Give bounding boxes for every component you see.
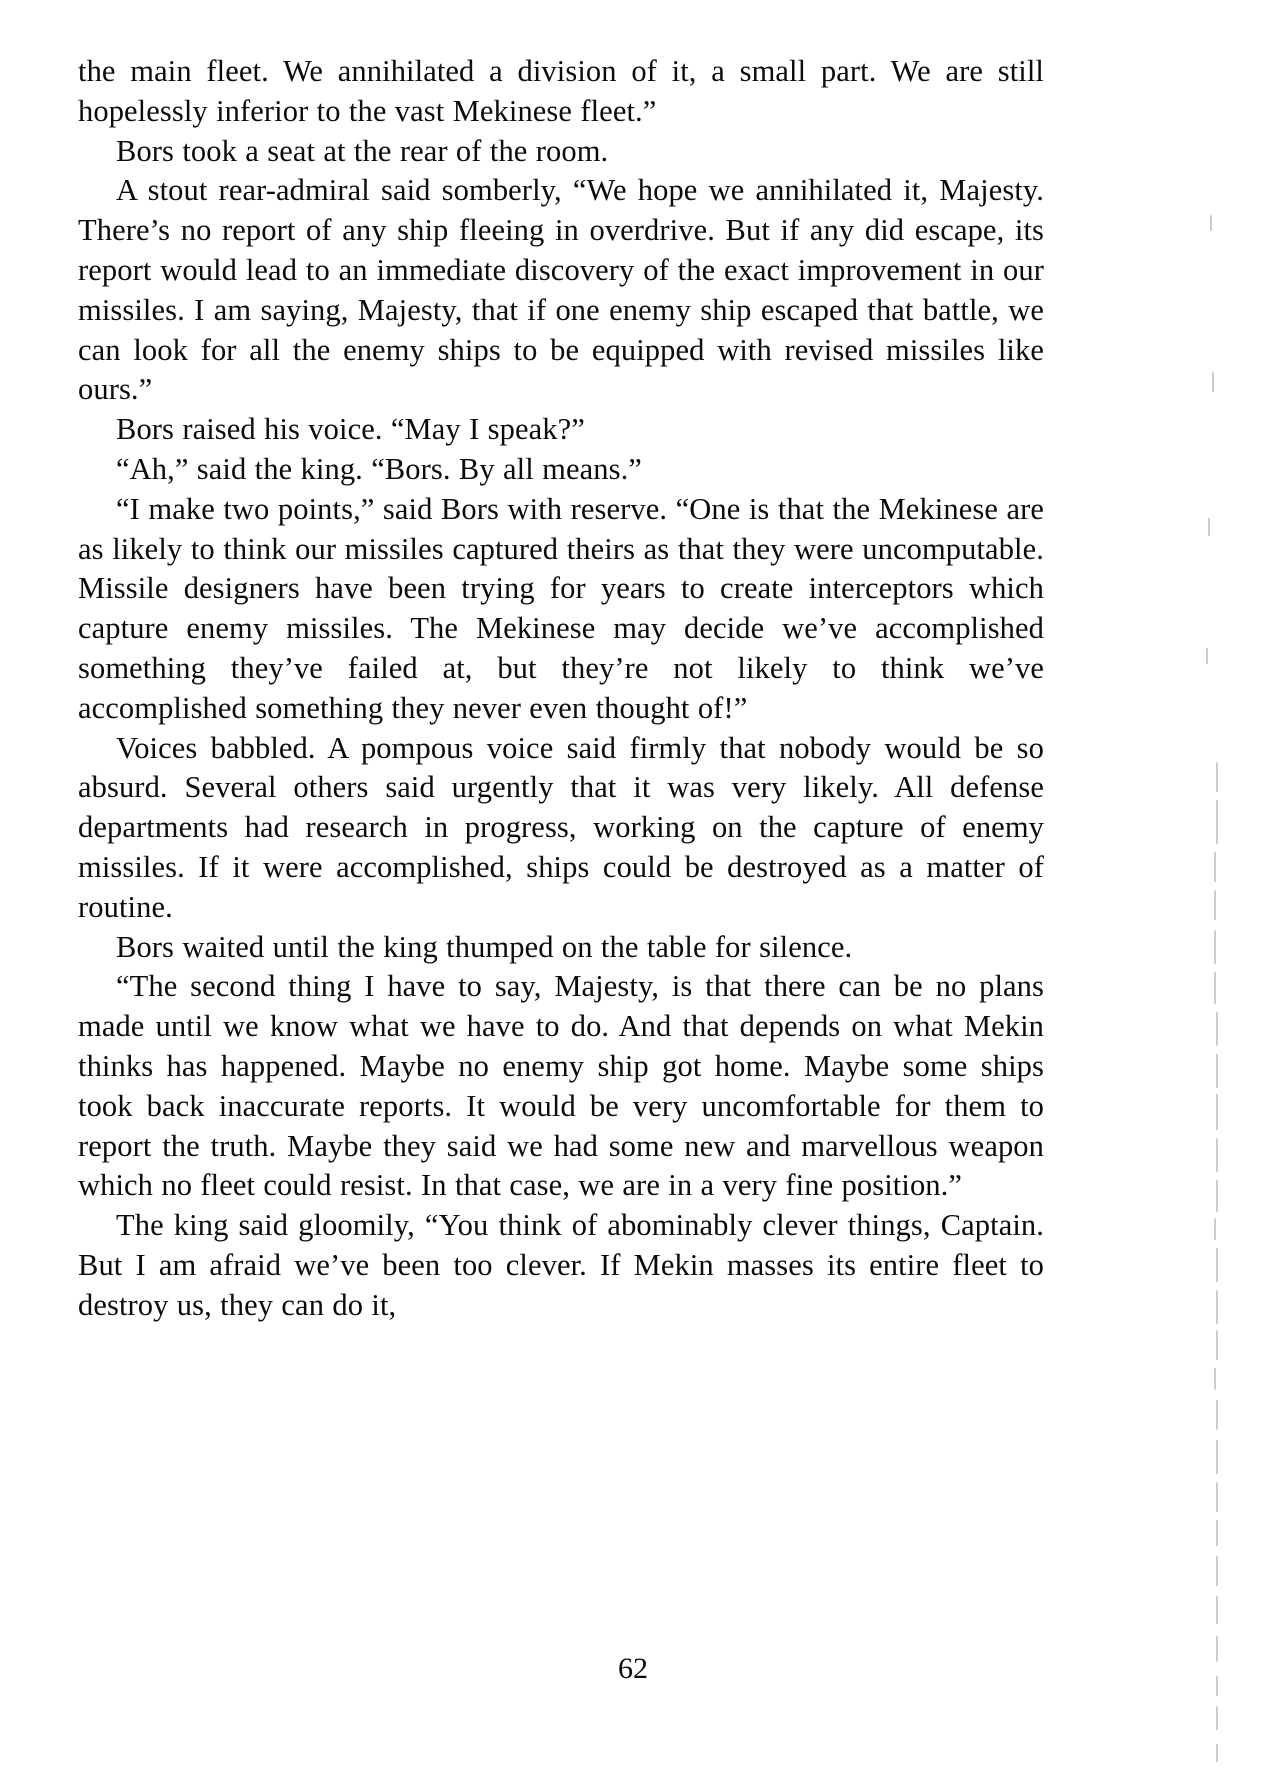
paragraph: The king said gloomily, “You think of abominably clever things, Captain. But I am afraid we’ve been too clever. If Mekin masses its entire fleet to destroy us, they can do it, [78,1208,1044,1322]
paragraph: A stout rear-admiral said somberly, “We hope we annihilated it, Majesty. There’s no report of any ship fleeing in overdrive. But if any did escape, its report would lead to an immediate discovery of the exact improvement in our missiles. I am saying, Majesty, that if one enemy ship escaped that battle, we can look for all the enemy ships to be equipped with revised missiles like ours.” [78,173,1044,407]
scan-margin-artifacts [1176,0,1266,1789]
paragraph: “I make two points,” said Bors with reserve. “One is that the Mekinese are as likely to think our missiles captured theirs as that they were uncomputable. Missile designers have been trying for years to create interceptors which capture enemy missiles. The Mekinese may decide we’ve accomplished something they’ve failed at, but they’re not likely to think we’ve accomplished something they never even thought of!” [78,491,1044,725]
paragraph: Bors took a seat at the rear of the room. [116,133,609,168]
paragraph: the main fleet. We annihilated a division of it, a small part. We are still hopelessly inferior to the vast Mekinese fleet.” [78,54,1044,128]
paragraph: “Ah,” said the king. “Bors. By all means.” [116,451,642,486]
body-text-column [78,52,1044,1326]
paragraph: Voices babbled. A pompous voice said firmly that nobody would be so absurd. Several others said urgently that it was very likely. All defense departments had research in progress, working on the capture of enemy missiles. If it were accomplished, ships could be destroyed as a matter of routine. [78,730,1044,924]
paragraph: “The second thing I have to say, Majesty, is that there can be no plans made until we know what we have to do. And that depends on what Mekin thinks has happened. Maybe no enemy ship got home. Maybe some ships took back inaccurate reports. It would be very uncomfortable for them to report the truth. Maybe they said we had some new and marvellous weapon which no fleet could resist. In that case, we are in a very fine position.” [78,969,1044,1203]
paragraph: Bors raised his voice. “May I speak?” [116,412,585,447]
paragraph: Bors waited until the king thumped on the table for silence. [116,929,853,964]
page-number: 62 [618,1652,648,1685]
